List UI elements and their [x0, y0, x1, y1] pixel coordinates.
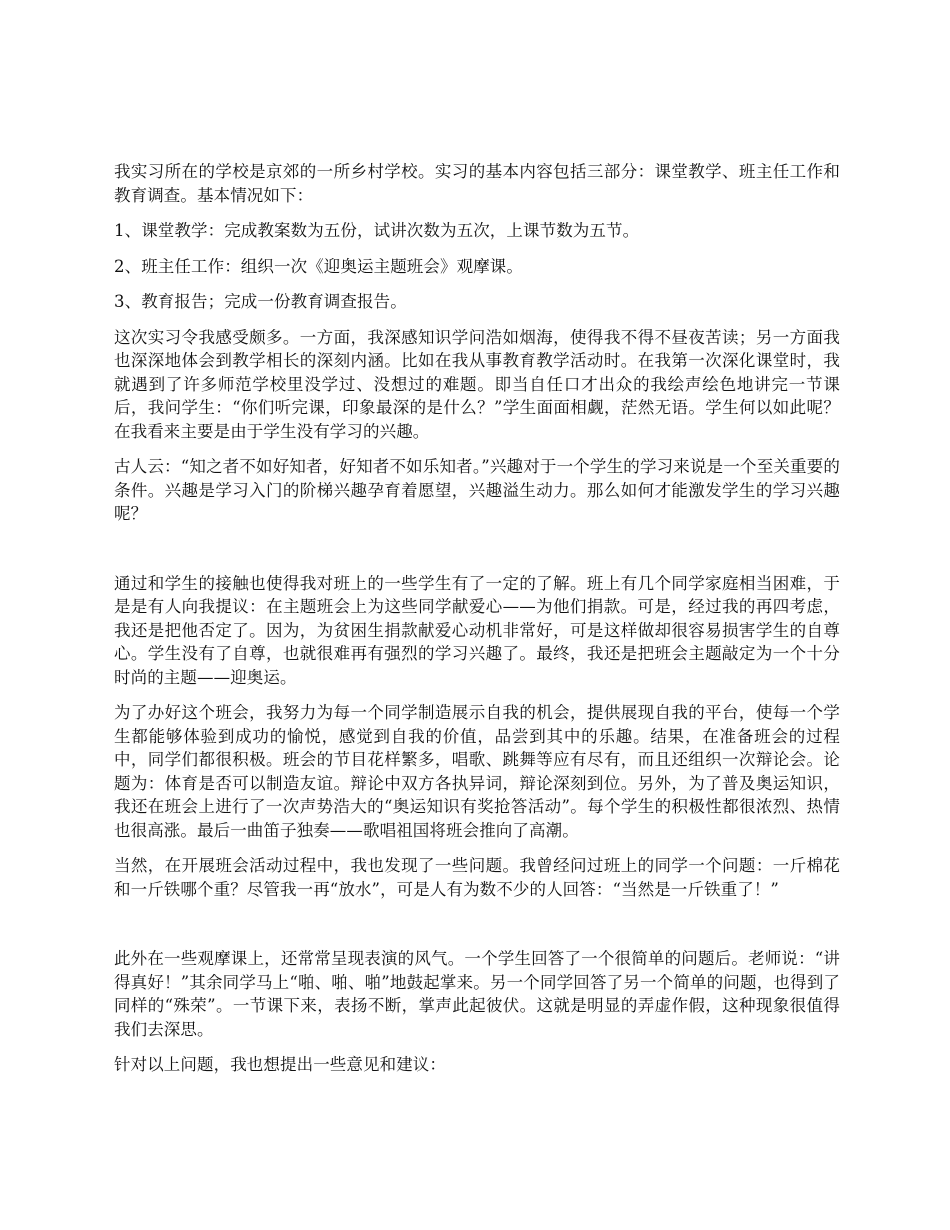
paragraph-reflection: 这次实习令我感受颇多。一方面，我深感知识学问浩如烟海，使得我不得不昼夜苦读；另一方面我也深深地体会到教学相长的深刻内涵。比如在我从事教育教学活动时。在我第一次深化课堂时，我就遇到了许多师范学校里没学过、没想过的难题。即当自任口才出众的我绘声绘色地讲完一节课后，我问学生：“你们听完课，印象最深的是什么？”学生面面相觑，茫然无语。学生何以如此呢？在我看来主要是由于学生没有学习的兴趣。	[114, 327, 840, 441]
paragraph-observation-class: 此外在一些观摩课上，还常常呈现表演的风气。一个学生回答了一个很简单的问题后。老师说：“讲得真好！”其余同学马上“啪、啪、啪”地鼓起掌来。另一个同学回答了另一个简单的问题，也得到了同样的“殊荣”。一节课下来，表扬不断，掌声此起彼伏。这就是明显的弄虚作假，这种现象很值得我们去深思。	[114, 949, 840, 1039]
paragraph-intro: 我实习所在的学校是京郊的一所乡村学校。实习的基本内容包括三部分：课堂教学、班主任工作和教育调查。基本情况如下：	[114, 162, 840, 205]
paragraph-class-meeting-activities: 为了办好这个班会，我努力为每一个同学制造展示自我的机会，提供展现自我的平台，使每一个学生都能够体验到成功的愉悦，感觉到自我的价值，品尝到其中的乐趣。结果，在准备班会的过程中，同学们都很积极。班会的节目花样繁多，唱歌、跳舞等应有尽有，而且还组织一次辩论会。论题为：体育是否可以制造友谊。辩论中双方各执异词，辩论深刻到位。另外，为了普及奥运知识，我还在班会上进行了一次声势浩大的“奥运知识有奖抢答活动”。每个学生的积极性都很浓烈、热情也很高涨。最后一曲笛子独奏——歌唱祖国将班会推向了高潮。	[114, 703, 840, 840]
paragraph-interest: 古人云：“知之者不如好知者，好知者不如乐知者。”兴趣对于一个学生的学习来说是一个至关重要的条件。兴趣是学习入门的阶梯兴趣孕育着愿望，兴趣溢生动力。那么如何才能激发学生的学习兴趣呢？	[114, 457, 840, 523]
paragraph-item-3: 3、教育报告；完成一份教育调查报告。	[114, 292, 407, 311]
section-gap	[114, 538, 840, 572]
document-body	[114, 160, 840, 1089]
paragraph-item-2: 2、班主任工作：组织一次《迎奥运主题班会》观摩课。	[114, 256, 523, 276]
paragraph-class-meeting-topic: 通过和学生的接触也使得我对班上的一些学生有了一定的了解。班上有几个同学家庭相当困难，于是是有人向我提议：在主题班会上为这些同学献爱心——为他们捐款。可是，经过我的再四考虑，我还是把他否定了。因为，为贫困生捐款献爱心动机非常好，可是这样做却很容易损害学生的自尊心。学生没有了自尊，也就很难再有强烈的学习兴趣了。最终，我还是把班会主题敲定为一个十分时尚的主题——迎奥运。	[114, 573, 840, 687]
paragraph-suggestions: 针对以上问题，我也想提出一些意见和建议：	[114, 1055, 446, 1074]
paragraph-problem: 当然，在开展班会活动过程中，我也发现了一些问题。我曾经问过班上的同学一个问题：一斤棉花和一斤铁哪个重？尽管我一再“放水”，可是人有为数不少的人回答：“当然是一斤铁重了！”	[114, 856, 840, 899]
paragraph-item-1: 1、课堂教学：完成教案数为五份，试讲次数为五次，上课节数为五节。	[114, 221, 640, 240]
section-gap	[114, 913, 840, 947]
